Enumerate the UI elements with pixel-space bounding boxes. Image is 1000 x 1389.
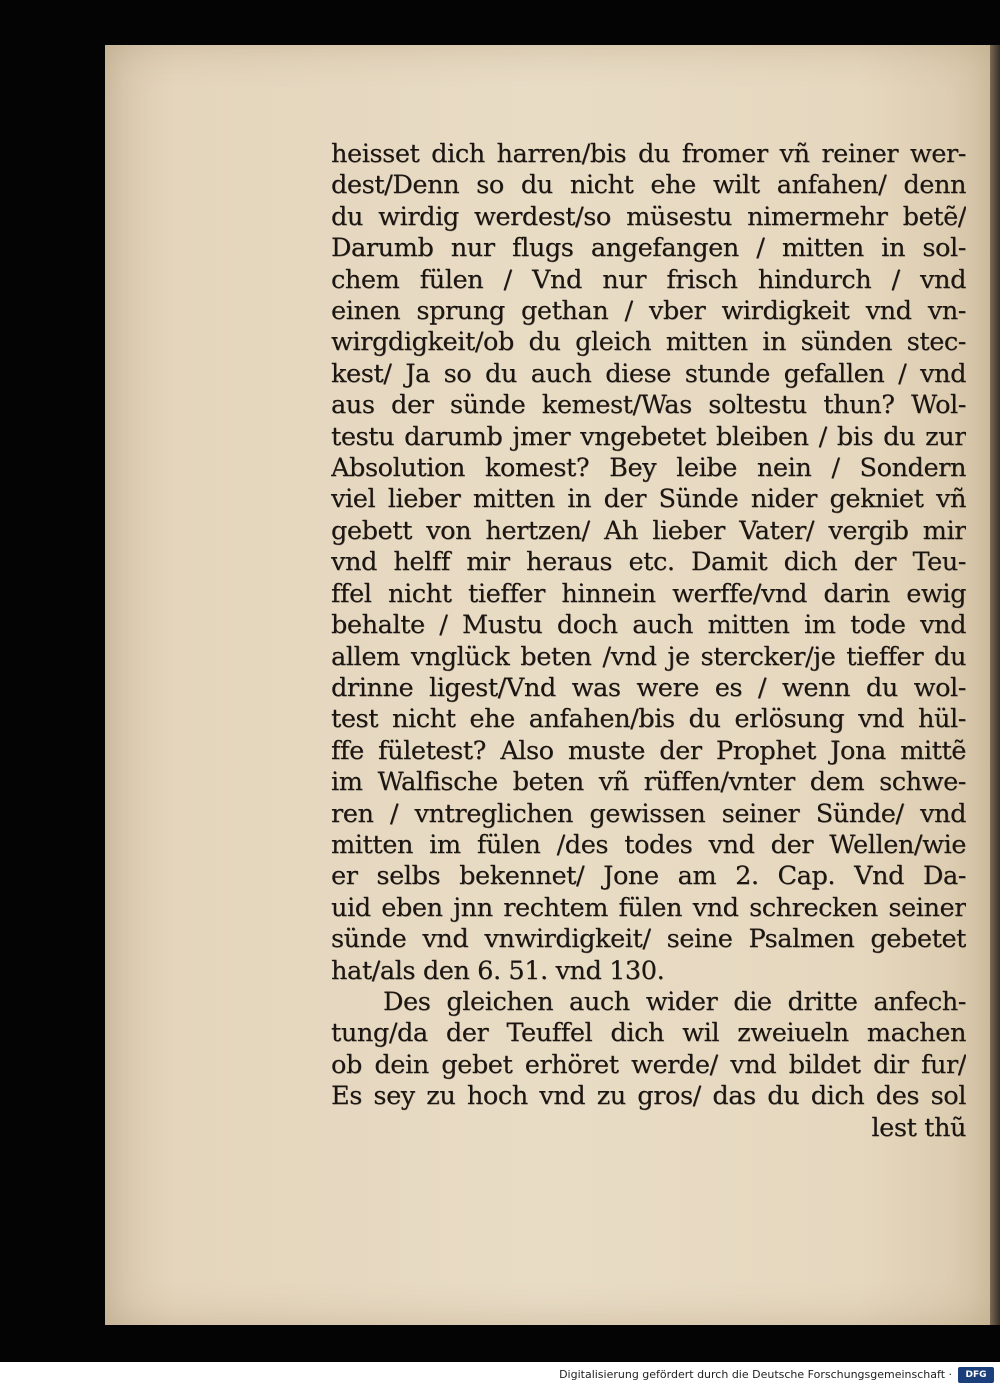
text-line: behalte / Mustu doch auch mitten im tode vnd xyxy=(331,610,966,641)
text-line: testu darumb jmer vngebetet bleiben / bis du zur xyxy=(331,421,966,452)
footer-bar xyxy=(0,1362,1000,1389)
text-line: Des gleichen auch wider die dritte anfech- xyxy=(383,986,966,1017)
text-line: kest/ Ja so du auch diese stunde gefallen / vnd xyxy=(331,358,966,389)
text-line: chem fülen / Vnd nur frisch hindurch / vnd xyxy=(331,264,966,295)
text-line: uid eben jnn rechtem fülen vnd schrecken seiner xyxy=(331,892,966,923)
text-line: drinne ligest/Vnd was were es / wenn du wol- xyxy=(331,672,966,703)
text-line: Es sey zu hoch vnd zu gros/ das du dich des sol xyxy=(331,1081,966,1112)
text-line: ffel nicht tieffer hinnein werffe/vnd darin ewig xyxy=(331,578,966,609)
text-line: mitten im fülen /des todes vnd der Wellen/wie xyxy=(331,829,966,860)
text-line: aus der sünde kemest/Was soltestu thun? Wol- xyxy=(331,390,966,421)
text-line: wirgdigkeit/ob du gleich mitten in sünden stec- xyxy=(331,327,966,358)
text-line: du wirdig werdest/so müsestu nimermehr betẽ/ xyxy=(331,201,966,232)
text-line: vnd helff mir heraus etc. Damit dich der Teu- xyxy=(331,547,966,578)
text-line: sünde vnd vnwirdigkeit/ seine Psalmen gebetet xyxy=(331,924,966,955)
catchword: lest thũ xyxy=(871,1112,966,1143)
text-line: allem vnglück beten /vnd je stercker/je tieffer du xyxy=(331,641,966,672)
page-text xyxy=(331,139,966,1144)
book-page xyxy=(105,45,990,1325)
text-line: Absolution komest? Bey leibe nein / Sondern xyxy=(331,453,966,484)
text-line: ren / vntreglichen gewissen seiner Sünde/ vnd xyxy=(331,798,966,829)
text-line: heisset dich harren/bis du fromer vñ reiner wer- xyxy=(331,139,966,169)
text-line: tung/da der Teuffel dich wil zweiueln machen xyxy=(331,1018,966,1049)
text-line: im Walfische beten vñ rüffen/vnter dem schwe- xyxy=(331,767,966,798)
text-line: ffe fületest? Also muste der Prophet Jona mittẽ xyxy=(331,735,966,766)
dfg-logo: DFG xyxy=(958,1367,994,1383)
text-line: ob dein gebet erhöret werde/ vnd bildet dir fur/ xyxy=(331,1049,966,1080)
text-line: viel lieber mitten in der Sünde nider gekniet vñ xyxy=(331,484,966,515)
text-line: dest/Denn so du nicht ehe wilt anfahen/ denn xyxy=(331,170,966,201)
text-line: gebett von hertzen/ Ah lieber Vater/ vergib mir xyxy=(331,515,966,546)
funding-credit: Digitalisierung gefördert durch die Deutsche Forschungsgemeinschaft · xyxy=(559,1368,952,1381)
text-line: einen sprung gethan / vber wirdigkeit vnd vn- xyxy=(331,296,966,327)
text-line: test nicht ehe anfahen/bis du erlösung vnd hül- xyxy=(331,704,966,735)
text-line: hat/als den 6. 51. vnd 130. xyxy=(331,955,665,986)
text-line: er selbs bekennet/ Jone am 2. Cap. Vnd Da- xyxy=(331,861,966,892)
page-edge xyxy=(990,45,1000,1325)
text-line: Darumb nur flugs angefangen / mitten in sol- xyxy=(331,233,966,264)
